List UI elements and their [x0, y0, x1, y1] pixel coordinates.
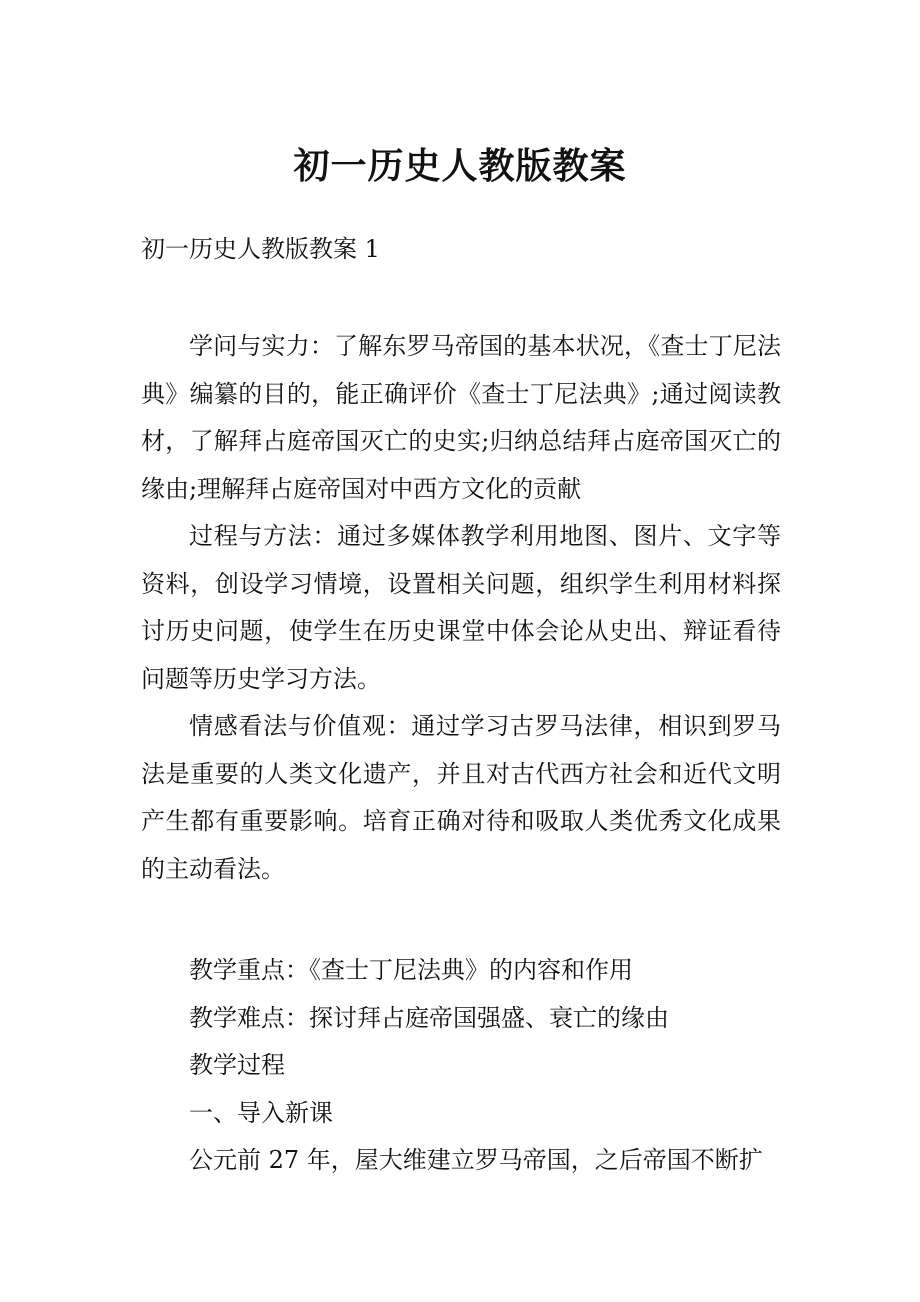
- objective-process: 过程与方法：通过多媒体教学利用地图、图片、文字等资料，创设学习情境，设置相关问题，组织学生利用材料探讨历史问题，使学生在历史课堂中体会论从史出、辩证看待问题等历史学习方法。: [141, 522, 781, 693]
- key-point: 教学重点：《查士丁尼法典》的内容和作用: [189, 956, 633, 984]
- page-title: 初一历史人教版教案: [293, 145, 627, 187]
- difficulty: 教学难点：探讨拜占庭帝国强盛、衰亡的缘由: [189, 1003, 669, 1032]
- lesson-subtitle: 初一历史人教版教案 1: [141, 235, 380, 263]
- objective-knowledge: 学问与实力：了解东罗马帝国的基本状况，《查士丁尼法典》编纂的目的，能正确评价《查士丁尼法典》;通过阅读教材，了解拜占庭帝国灭亡的史实;归纳总结拜占庭帝国灭亡的缘由;理解拜占庭帝国对中西方文化的贡献: [141, 332, 781, 503]
- objectives-section: [141, 323, 781, 893]
- process-heading: 教学过程: [189, 1051, 285, 1079]
- objective-values: 情感看法与价值观：通过学习古罗马法律，相识到罗马法是重要的人类文化遗产，并且对古代西方社会和近代文明产生都有重要影响。培育正确对待和吸取人类优秀文化成果的主动看法。: [141, 712, 781, 883]
- intro-text: 公元前 27 年，屋大维建立罗马帝国，之后帝国不断扩: [189, 1146, 763, 1174]
- section-heading: 一、导入新课: [189, 1098, 333, 1127]
- teaching-section: [141, 947, 781, 1185]
